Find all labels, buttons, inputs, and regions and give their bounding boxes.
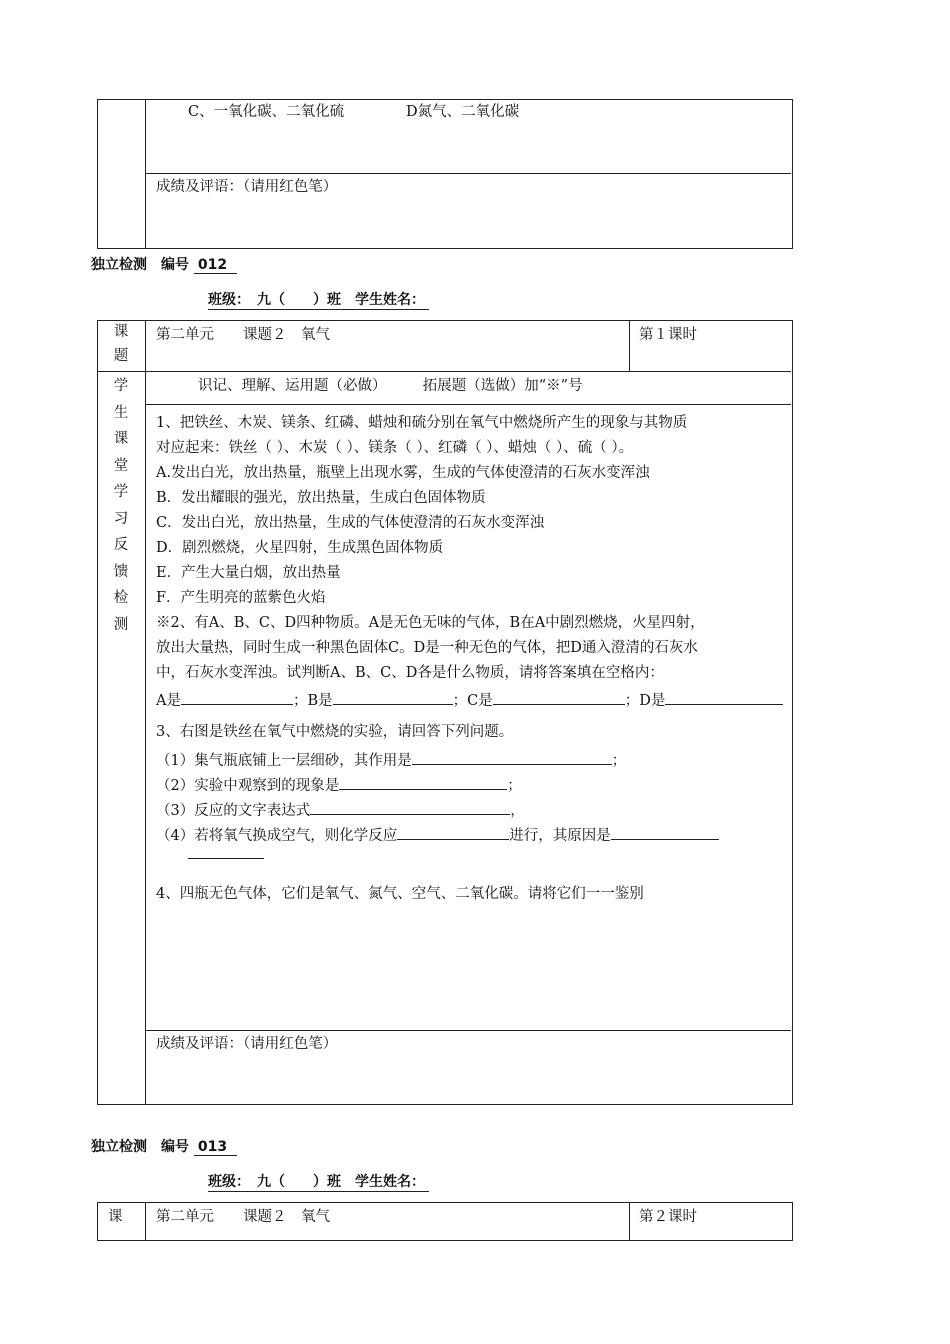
class-line-013-text: 班级： 九（ ）班 学生姓名： [208,1174,425,1190]
unit-topic: 第二单元 课题２ 氧气 [156,327,330,343]
q3-4b-blank[interactable] [611,823,719,840]
q3-3-text: （3）反应的文字表达式 [156,803,311,819]
q1-option-a: A.发出白光，放出热量，瓶壁上出现水雾，生成的气体使澄清的石灰水变浑浊 [156,465,650,481]
grade-comment-label-012: 成绩及评语：（请用红色笔） [156,1036,338,1052]
q2-line1: ※2、有A、B、C、D四种物质。A是无色无味的气体，B在A中剧烈燃烧，火星四射， [156,615,705,631]
header-label-013: 独立检测 编号 [91,1139,189,1155]
q3-3-blank[interactable] [310,798,510,815]
section-012-header [91,254,237,274]
topic-label-text: 课题 [113,324,129,364]
q1-option-f: F．产生明亮的蓝紫色火焰 [156,590,326,606]
q2-b-label: ；B是 [292,693,333,709]
class-line-text: 班级： 九（ ）班 学生姓名： [208,292,425,308]
topic-label [97,320,139,370]
header-number-013: 013 [194,1139,237,1156]
q3-1-text: （1）集气瓶底铺上一层细砂，其作用是 [156,753,412,769]
q2-line3: 中，石灰水变浑浊。试判断A、B、C、D各是什么物质，请将答案填在空格内： [156,665,664,681]
q3-1-blank[interactable] [412,748,612,765]
section-013-header [91,1136,237,1156]
q2-d-label: ；D是 [624,693,666,709]
header-label: 独立检测 编号 [91,257,189,273]
instructions: 识记、理解、运用题（必做） 拓展题（选做）加“※”号 [198,378,583,394]
side-label-text: 学生课堂学习反馈检测 [113,378,129,633]
q3-title: 3、右图是铁丝在氧气中燃烧的实验，请回答下列问题。 [156,724,514,740]
q1-line2: 对应起来：铁丝（ ）、木炭（ ）、镁条（ ）、红磷（ ）、蜡烛（ ）、硫（ ）。 [156,440,634,456]
q3-2 [156,773,522,796]
q3-4-continuation-blank[interactable] [188,858,264,859]
q3-1-semicolon: ； [611,753,627,769]
q2-a-label: A是 [156,693,181,709]
q3-1 [156,748,626,771]
option-d: D氮气、二氧化碳 [406,104,520,120]
header-number: 012 [194,257,237,274]
class-line-013 [208,1171,429,1192]
q2-c-blank[interactable] [493,688,625,705]
q1-line1: 1、把铁丝、木炭、镁条、红磷、蜡烛和硫分别在氧气中燃烧所产生的现象与其物质 [156,415,688,431]
q1-option-d: D．剧烈燃烧，火星四射，生成黑色固体物质 [156,540,444,556]
q3-4 [156,823,719,846]
q1-option-c: C．发出白光，放出热量，生成的气体使澄清的石灰水变浑浊 [156,515,545,531]
q3-3-comma: ， [510,803,525,819]
q3-4a-text: （4）若将氧气换成空气，则化学反应 [156,828,398,844]
q3-2-blank[interactable] [339,773,507,790]
q2-answers [156,688,783,711]
lesson-label: 第１课时 [639,327,697,343]
q2-line2: 放出大量热，同时生成一种黑色固体C。D是一种无色的气体，把D通入澄清的石灰水 [156,640,698,656]
q3-4a-blank[interactable] [397,823,509,840]
q3-4b-text: 进行，其原因是 [509,828,611,844]
q2-d-blank[interactable] [665,688,783,705]
option-c: C、一氧化碳、二氧化硫 [188,104,345,120]
q1-option-b: B．发出耀眼的强光，放出热量，生成白色固体物质 [156,490,486,506]
q3-3 [156,798,525,821]
q2-a-blank[interactable] [181,688,293,705]
q3-2-semicolon: ； [507,778,522,794]
q1-option-e: E．产生大量白烟，放出热量 [156,565,341,581]
q2-b-blank[interactable] [333,688,453,705]
unit-topic-013: 第二单元 课题２ 氧气 [156,1209,330,1225]
topic-label-013: 课 [108,1209,123,1225]
q2-c-label: ；C是 [452,693,493,709]
side-label [97,373,145,638]
grade-comment-label: 成绩及评语：（请用红色笔） [156,179,338,195]
class-line [208,289,429,310]
q4: 4、四瓶无色气体，它们是氧气、氮气、空气、二氧化碳。请将它们一一鉴别 [156,886,644,902]
lesson-label-013: 第２课时 [639,1209,697,1225]
q3-2-text: （2）实验中观察到的现象是 [156,778,340,794]
